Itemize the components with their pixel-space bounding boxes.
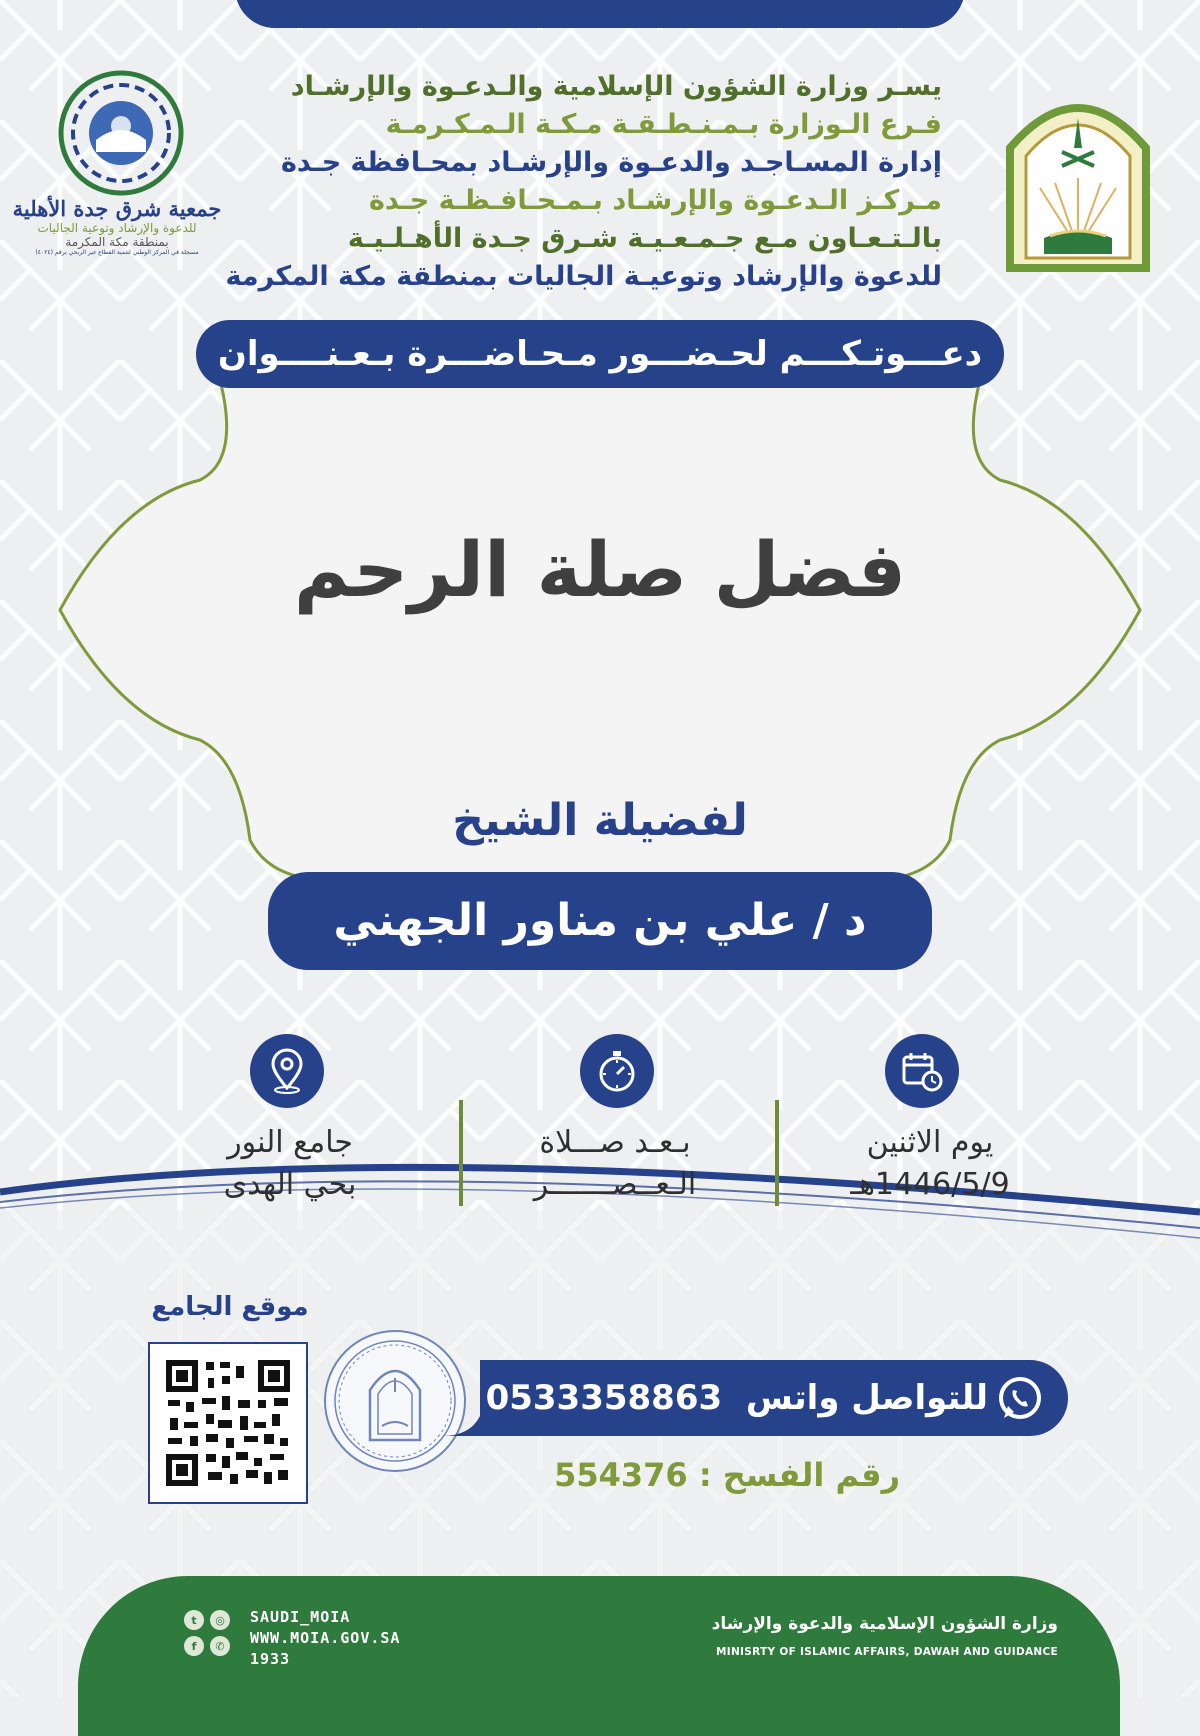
whatsapp-text — [486, 1360, 988, 1436]
whatsapp-contact[interactable] — [442, 1360, 1068, 1436]
header-line: فـرع الـوزارة بـمـنـطـقـة مـكـة الـمـكـرمـة — [385, 109, 942, 140]
website-link[interactable]: WWW.MOIA.GOV.SA — [250, 1629, 401, 1647]
divider — [459, 1100, 463, 1206]
time-line2: الـعــصـــــــر — [533, 1167, 697, 1202]
twitter-icon[interactable]: t — [184, 1610, 204, 1630]
invitation-banner: دعـــوتـكـــم لحـضـــور مـحـاضـــرة بـعـنــــوان — [196, 320, 1004, 388]
district-name: بحي الهدى — [223, 1167, 357, 1202]
time-info — [505, 1122, 725, 1206]
time-line1: بـعـد صـــلاة — [539, 1125, 691, 1160]
social-icons — [184, 1610, 230, 1656]
partner-emblem — [56, 68, 186, 198]
header-line: إدارة المسـاجـد والدعـوة والإرشـاد بمحـافظة جـدة — [280, 147, 942, 178]
header-line: بالـتـعـاون مـع جـمـعـيـة شـرق جـدة الأهـلـيـة — [347, 223, 942, 254]
date-info — [840, 1122, 1020, 1206]
partner-region: بمنطقة مكة المكرمة — [65, 235, 169, 249]
header-line: مـركـز الـدعـوة والإرشـاد بـمـحـافـظـة جـدة — [368, 185, 942, 216]
footer-ministry-english: MINISRTY OF ISLAMIC AFFAIRS, DAWAH AND GUIDANCE — [716, 1646, 1058, 1658]
partner-subtitle: للدعوة والإرشاد وتوعية الجاليات — [37, 221, 197, 235]
day-text: يوم الاثنين — [866, 1125, 994, 1160]
place-info — [190, 1122, 390, 1206]
mosque-name: جامع النور — [227, 1125, 353, 1160]
location-pin-icon — [250, 1034, 324, 1108]
header-text — [225, 68, 942, 296]
divider — [775, 1100, 779, 1206]
partner-logo-text — [12, 196, 222, 256]
whatsapp-number: 0533358863 — [485, 1378, 723, 1418]
calendar-icon — [885, 1034, 959, 1108]
top-bar — [235, 0, 965, 28]
social-handle[interactable]: SAUDI_MOIA — [250, 1608, 351, 1626]
footer-ministry-arabic: وزارة الشؤون الإسلامية والدعوة والإرشاد — [711, 1614, 1058, 1634]
phone-icon[interactable]: ✆ — [210, 1636, 230, 1656]
footer-contacts — [250, 1607, 400, 1670]
qr-caption: موقع الجامع — [151, 1292, 309, 1322]
lecture-title: فضل صلة الرحم — [293, 525, 907, 614]
stopwatch-icon — [580, 1034, 654, 1108]
sheikh-label: لفضيلة الشيخ — [452, 795, 748, 846]
facebook-icon[interactable]: f — [184, 1636, 204, 1656]
hotline-number[interactable]: 1933 — [250, 1650, 291, 1668]
partner-registration: مسجلة في المركز الوطني لتنمية القطاع غير الربحي برقم (٤٠٢٤) — [35, 249, 199, 256]
ministry-logo — [1000, 78, 1156, 278]
partner-name: جمعية شرق جدة الأهلية — [12, 196, 222, 221]
whatsapp-label: للتواصل واتس — [745, 1378, 988, 1418]
header-line: يسـر وزارة الشؤون الإسلامية والـدعـوة والإرشـاد — [290, 71, 942, 102]
qr-code[interactable] — [148, 1342, 308, 1504]
speaker-name: د / علي بن مناور الجهني — [268, 872, 932, 970]
date-text: 1446/5/9هـ — [850, 1167, 1010, 1202]
instagram-icon[interactable]: ◎ — [210, 1610, 230, 1630]
header-line: للدعوة والإرشاد وتوعيـة الجاليات بمنطقة مكة المكرمة — [225, 261, 942, 292]
whatsapp-icon — [996, 1374, 1044, 1422]
permit-number: رقم الفسح : 554376 — [554, 1456, 900, 1494]
